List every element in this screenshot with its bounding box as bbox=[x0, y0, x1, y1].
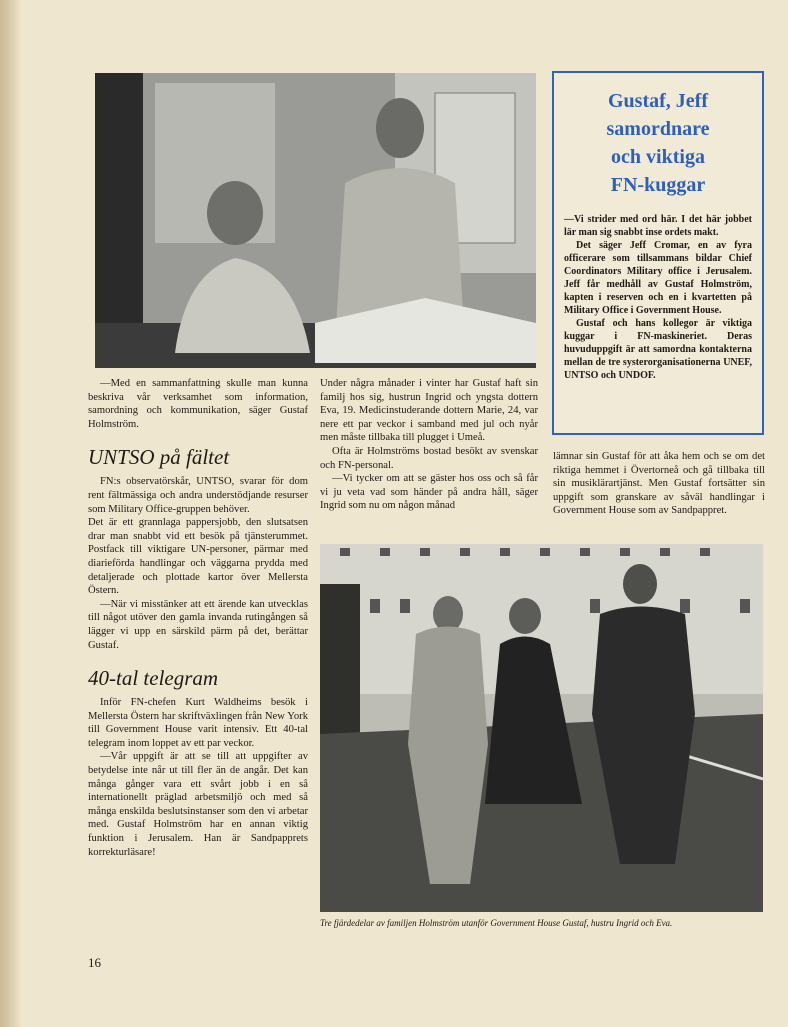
middle-column bbox=[320, 377, 538, 513]
intro-paragraph: —Med en sammanfattning skulle man kunna beskriva vår verksamhet som information, samordning och kommunikation, säger Gustaf Holmström. bbox=[88, 378, 308, 430]
section-heading-telegram: 40-tal telegram bbox=[88, 666, 219, 691]
officers-at-desk-photo bbox=[95, 73, 536, 368]
sidebar-title-line: FN-kuggar bbox=[610, 174, 706, 196]
body-paragraph: FN:s observatörskår, UNTSO, svarar för dom rent fältmässiga och andra understödjande resurser som Military Office-gruppen behöver. bbox=[88, 476, 308, 515]
top-photo bbox=[95, 73, 536, 368]
body-paragraph: lämnar sin Gustaf för att åka hem och se om det riktiga hemmet i Övertorneå och gå tillbaka till sin musiklärartjänst. Men Gustaf fortsätter sin uppgift som granskare av såväl handlingar i Government House som av Sandpappret. bbox=[553, 451, 765, 517]
body-paragraph: —Vår uppgift är att se till att uppgifter av betydelse inte når ut till fler än de angår. Det kan många gånger vara ett svårt jobb i en så internationellt präglad arbetsmiljö och med så många enskilda beslutsinstanser som den vi arbetar med. Gustaf Holmström har en annan viktig funktion i Jerusalem. Han är Sandpapprets korrekturläsare! bbox=[88, 751, 308, 858]
body-paragraph: —När vi misstänker att ett ärende kan utvecklas till något utöver den gamla invanda rutingången så lägger vi upp en särskild pärm på det, berättar Gustaf. bbox=[88, 598, 308, 651]
body-paragraph: Inför FN-chefen Kurt Waldheims besök i Mellersta Östern har skriftväxlingen från New York till Government House varit intensiv. Ett 40-tal telegram inom loppet av ett par veckor. bbox=[88, 697, 308, 749]
body-paragraph: Ofta är Holmströms bostad besökt av svenskar och FN-personal. bbox=[320, 445, 538, 471]
body-paragraph: Det är ett grannlaga pappersjobb, den slutsatsen drar man snabbt vid ett besök på tjänsterummet. Postfack till viktigare UN-personer, pärmar med diarieförda handlingar och väggarna prydda med detaljerade och plottade kartor över Mellersta Östern. bbox=[88, 517, 308, 597]
sidebar-title bbox=[564, 87, 752, 199]
page-number: 16 bbox=[88, 955, 101, 970]
sidebar-box bbox=[552, 71, 764, 435]
sidebar-paragraph: Det säger Jeff Cromar, en av fyra officerare som tillsammans bildar Chief Coordinators Military office i Jerusalem. Jeff får medhåll av Gustaf Holmström, kapten i reserven och en i kvartetten på Military Office i Government House. bbox=[564, 240, 752, 316]
left-column bbox=[88, 377, 308, 859]
bottom-photo bbox=[320, 544, 763, 912]
body-paragraph: Under några månader i vinter har Gustaf haft sin familj hos sig, hustrun Ingrid och yngsta dottern Eva, 19. Medicinstuderande dottern Marie, 24, var nere ett par veckor i samband med jul och nyår men måste tillbaka till plugget i Umeå. bbox=[320, 378, 538, 444]
sidebar-text bbox=[564, 213, 752, 382]
sidebar-paragraph: Gustaf och hans kollegor är viktiga kuggar i FN-maskineriet. Deras huvuduppgift är att samordna kontakterna mellan de tre systerorganisationerna UNEF, UNTSO och UNDOF. bbox=[564, 318, 752, 381]
photo-caption: Tre fjärdedelar av familjen Holmström utanför Government House Gustaf, hustru Ingrid och Eva. bbox=[320, 918, 673, 928]
family-outside-building-photo bbox=[320, 544, 763, 912]
section-heading-untso: UNTSO på fältet bbox=[88, 445, 230, 470]
body-paragraph: —Vi tycker om att se gäster hos oss och så får vi ju veta vad som händer på andra håll, säger Ingrid som nu om någon månad bbox=[320, 473, 538, 512]
sidebar-title-line: Gustaf, Jeff bbox=[608, 90, 708, 112]
sidebar-title-line: och viktiga bbox=[611, 146, 705, 168]
page-binding-shadow bbox=[0, 0, 22, 1027]
sidebar-title-line: samordnare bbox=[606, 118, 710, 140]
right-column bbox=[553, 450, 765, 518]
sidebar-paragraph: —Vi strider med ord här. I det här jobbet lär man sig snabbt inse ordets makt. bbox=[564, 214, 752, 238]
